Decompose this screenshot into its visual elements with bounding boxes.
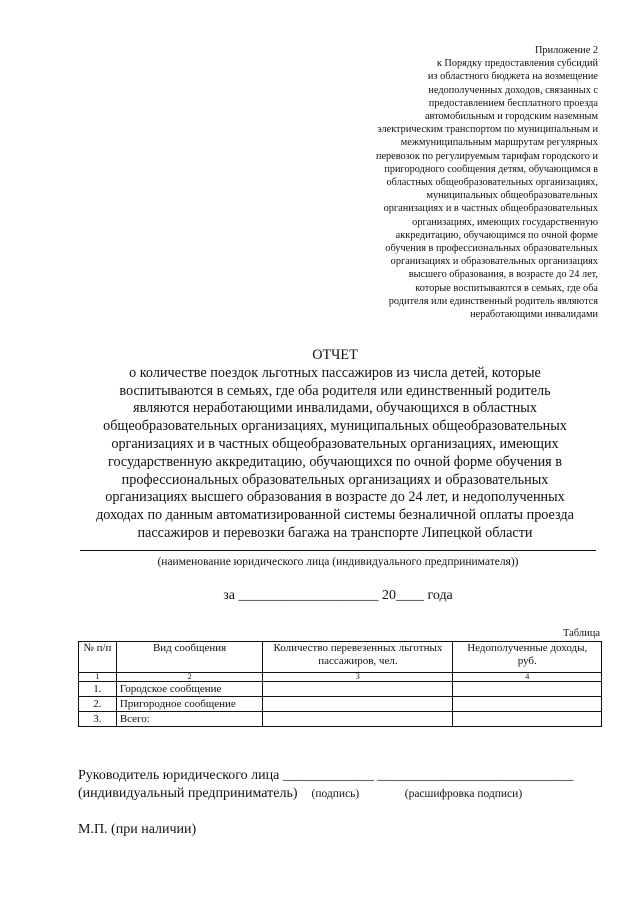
table-index-row: [79, 673, 602, 682]
report-line: являются неработающими инвалидами, обучающихся в областных: [133, 400, 537, 417]
entity-name-line[interactable]: [80, 550, 596, 551]
appendix-line: обучения в профессиональных образовательных: [385, 243, 598, 255]
table-row: [79, 682, 602, 697]
report-title: ОТЧЕТ: [312, 347, 358, 363]
appendix-line: которые воспитываются в семьях, где оба: [415, 282, 598, 294]
appendix-line: областных общеобразовательных организациях,: [386, 177, 598, 189]
appendix-line: из областного бюджета на возмещение: [427, 71, 598, 83]
report-line: пассажиров и перевозки багажа на транспорте Липецкой области: [137, 524, 533, 541]
row-passenger-count[interactable]: [263, 712, 453, 727]
appendix-line: аккредитацию, обучающимся по очной форме: [395, 229, 598, 241]
row-number: 1.: [79, 682, 117, 697]
signature-caption: (подпись): [311, 788, 360, 800]
table-row: [79, 697, 602, 712]
report-line: воспитываются в семьях, где оба родителя или единственный родитель: [119, 382, 551, 399]
header-route-type: Вид сообщения: [116, 642, 263, 673]
report-line: доходах по данным автоматизированной системы безналичной оплаты проезда: [96, 507, 574, 524]
row-number: 3.: [79, 712, 117, 727]
appendix-block: [328, 44, 598, 321]
header-lost-income: Недополученные доходы, руб.: [453, 642, 602, 673]
report-table: [78, 641, 602, 727]
decoding-caption: (расшифровка подписи): [404, 788, 523, 800]
row-lost-income[interactable]: [453, 697, 602, 712]
table-caption: Таблица: [562, 628, 600, 639]
appendix-line: высшего образования, в возрасте до 24 лет,: [408, 269, 598, 281]
row-route-type: Городское сообщение: [116, 682, 263, 697]
table-header-row: [79, 642, 602, 673]
appendix-line: автомобильным и городским наземным: [424, 111, 598, 123]
report-line: о количестве поездок льготных пассажиров из числа детей, которые: [129, 364, 541, 381]
row-lost-income[interactable]: [453, 682, 602, 697]
appendix-line: к Порядку предоставления субсидий: [436, 58, 598, 70]
entrepreneur-label: (индивидуальный предприниматель): [78, 786, 298, 801]
appendix-line: пригородного сообщения детям, обучающимся в: [384, 163, 598, 175]
appendix-line: межмуниципальным маршрутам регулярных: [400, 137, 598, 149]
report-line: общеобразовательных организациях, муниципальных общеобразовательных: [103, 418, 567, 435]
row-passenger-count[interactable]: [263, 682, 453, 697]
appendix-line: родителя или единственный родитель являются: [388, 295, 598, 307]
header-passenger-count: Количество перевезенных льготных пассажиров, чел.: [263, 642, 453, 673]
index-cell: 4: [453, 673, 602, 682]
appendix-line: организациях и в частных общеобразовательных: [383, 203, 598, 215]
table-row: [79, 712, 602, 727]
signature-captions: [78, 786, 522, 802]
report-line: организациях высшего образования в возрасте до 24 лет, и недополученных: [105, 489, 565, 506]
row-lost-income[interactable]: [453, 712, 602, 727]
appendix-line: неработающими инвалидами: [470, 309, 598, 321]
report-line: организациях и в частных общеобразовательных организациях, имеющих: [111, 435, 559, 452]
appendix-line: недополученных доходов, связанных с: [428, 84, 598, 96]
entity-name-caption: (наименование юридического лица (индивидуального предпринимателя)): [157, 556, 519, 568]
appendix-line: Приложение 2: [535, 45, 598, 56]
row-number: 2.: [79, 697, 117, 712]
appendix-line: муниципальных общеобразовательных: [426, 190, 598, 202]
reporting-period[interactable]: за ____________________ 20____ года: [223, 588, 453, 603]
appendix-line: организациях и образовательных организациях: [390, 256, 598, 268]
header-number: № п/п: [79, 642, 117, 673]
appendix-line: предоставлением бесплатного проезда: [428, 97, 598, 109]
row-route-type: Пригородное сообщение: [116, 697, 263, 712]
report-heading: [70, 347, 600, 543]
report-line: профессиональных образовательных организациях и образовательных: [121, 471, 549, 488]
report-line: государственную аккредитацию, обучающихся по очной форме обучения в: [108, 453, 562, 470]
appendix-line: перевозок по регулируемым тарифам городского и: [375, 150, 598, 162]
row-route-type: Всего:: [116, 712, 263, 727]
stamp-place: М.П. (при наличии): [78, 822, 197, 837]
head-signature-line[interactable]: Руководитель юридического лица _____________ ____________________________: [78, 768, 574, 783]
appendix-line: электрическим транспортом по муниципальным и: [377, 124, 598, 136]
index-cell: 3: [263, 673, 453, 682]
appendix-line: организациях, имеющих государственную: [412, 216, 598, 228]
index-cell: 1: [79, 673, 117, 682]
row-passenger-count[interactable]: [263, 697, 453, 712]
index-cell: 2: [116, 673, 263, 682]
